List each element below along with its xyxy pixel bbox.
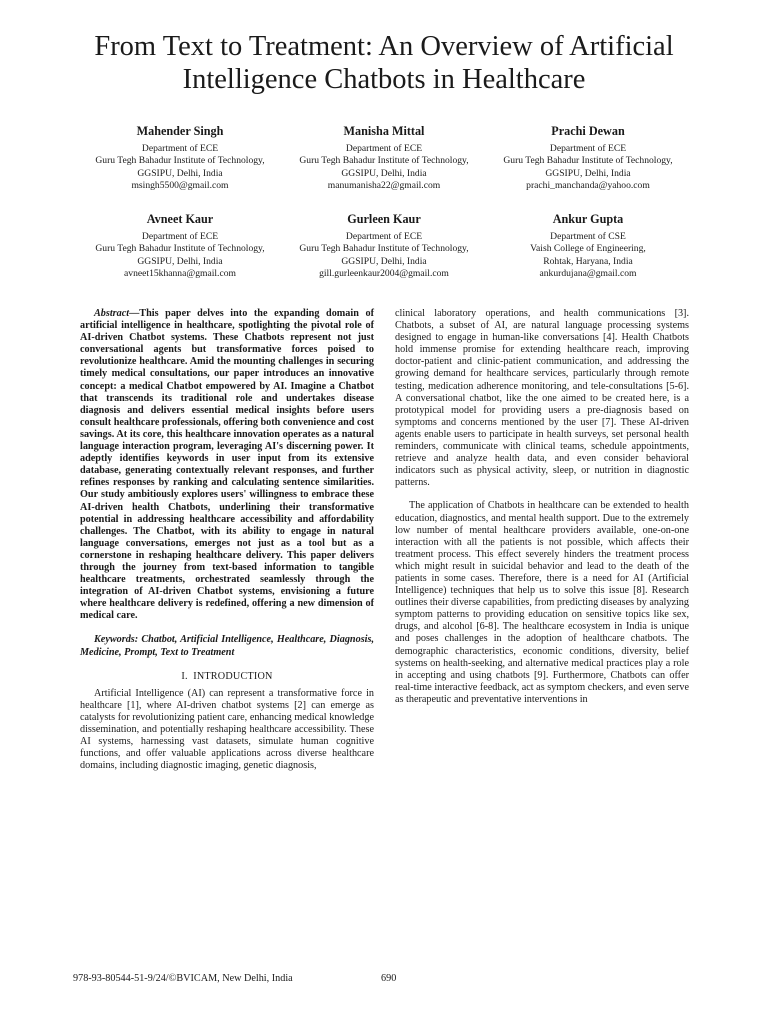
author-location: GGSIPU, Delhi, India <box>137 255 223 267</box>
author-block <box>488 124 688 192</box>
author-block <box>284 124 484 192</box>
author-location: GGSIPU, Delhi, India <box>545 167 631 179</box>
right-column <box>395 308 689 706</box>
author-institution: Guru Tegh Bahadur Institute of Technology, <box>503 155 673 167</box>
author-location: Rohtak, Haryana, India <box>543 255 633 267</box>
author-email: avneet15khanna@gmail.com <box>124 267 236 279</box>
author-institution: Guru Tegh Bahadur Institute of Technology, <box>299 243 469 255</box>
author-department: Department of ECE <box>345 231 423 242</box>
intro-paragraph-1: Artificial Intelligence (AI) can represent a transformative force in healthcare [1], where AI-driven chatbot systems [2] can emerge as catalysts for revolutionizing patient care, enhancing medical knowledge dissemination, and potentially reshaping healthcare accessibility. These AI systems, harnessing vast datasets, simulate human cognitive functions, and offer valuable applications across diverse healthcare domains, including diagnostic imaging, genetic diagnosis, <box>80 687 374 772</box>
footer-isbn: 978-93-80544-51-9/24/©BVICAM, New Delhi, India <box>73 973 293 984</box>
author-email: msingh5500@gmail.com <box>131 179 229 191</box>
author-email: prachi_manchanda@yahoo.com <box>526 179 650 191</box>
author-name: Prachi Dewan <box>551 124 625 138</box>
author-email: gill.gurleenkaur2004@gmail.com <box>319 267 449 279</box>
intro-paragraph-1-continued: clinical laboratory operations, and health communications [3]. Chatbots, a subset of AI, are natural language processing systems designed to engage in human-like conversations [4]. Health Chatbots hold immense promise for extending healthcare reach, improving doctor-patient and clinic-patient communication, and addressing the growing demand for healthcare services, particularly through remote testing, medication adherence monitoring, and tele-consultations [5-6]. A conversational chatbot, like the one aimed to be created here, is a prototypical model for providing users a pre-diagnosis based on symptoms and concerns mentioned by the user [7]. These AI-driven agents enable users to participate in health surveys, set personal health reminders, communicate with clinical teams, schedule appointments, retrieve and analyze health data, and even consider behavioral indicators such as physical activity, sleep, or nutrition in diagnostic patterns. <box>395 308 689 489</box>
author-location: GGSIPU, Delhi, India <box>137 167 223 179</box>
abstract <box>80 308 374 622</box>
author-location: GGSIPU, Delhi, India <box>341 167 427 179</box>
author-department: Department of ECE <box>345 143 423 154</box>
author-department: Department of CSE <box>550 231 626 242</box>
author-department: Department of ECE <box>141 143 219 154</box>
author-block <box>488 212 688 280</box>
author-row-2 <box>80 212 688 280</box>
author-name: Gurleen Kaur <box>347 212 421 226</box>
author-block <box>80 212 280 280</box>
author-institution: Guru Tegh Bahadur Institute of Technology, <box>95 243 265 255</box>
author-block <box>284 212 484 280</box>
author-name: Manisha Mittal <box>343 124 425 138</box>
author-block <box>80 124 280 192</box>
abstract-label: Abstract <box>94 308 130 319</box>
author-institution: Vaish College of Engineering, <box>530 243 646 255</box>
keywords: Keywords: Chatbot, Artificial Intelligence, Healthcare, Diagnosis, Medicine, Prompt, Text to Treatment <box>80 634 374 658</box>
left-column <box>80 308 374 772</box>
author-name: Avneet Kaur <box>146 212 214 226</box>
author-name: Ankur Gupta <box>552 212 624 226</box>
page-number: 690 <box>381 973 397 984</box>
abstract-text: —This paper delves into the expanding domain of artificial intelligence in healthcare, spotlighting the pivotal role of AI-driven Chatbot systems. These Chatbots represent not just conversational agents but transformative forces poised to revolutionize healthcare. Amid the mounting challenges in securing timely medical consultations, our paper introduces an innovative concept: a medical Chatbot empowered by AI. Imagine a Chatbot that transcends its traditional role and undertakes disease diagnosis and delivers essential medical insights before users consult healthcare professionals, offering both convenience and cost savings. At its core, this healthcare innovation operates as a natural language interaction program, leveraging AI's discerning power. It adeptly identifies keywords in user input from its extensive database, generating contextually relevant responses, and further refines responses by ranking and calculating sentence similarities. Our study ambitiously explores users' willingness to embrace these AI-driven health Chatbots, underlining their transformative potential in addressing healthcare accessibility and affordability challenges. The Chatbot, with its ability to engage in natural language conversations, emerges not just as a tool but as a cornerstone in reshaping healthcare delivery. This paper delivers through the journey from text-based information to tangible healthcare treatments, orchestrated seamlessly through the integration of AI-driven Chatbot systems, envisioning a future where healthcare delivery is redefined, offering a new dimension of medical care. <box>80 308 374 622</box>
author-location: GGSIPU, Delhi, India <box>341 255 427 267</box>
author-name: Mahender Singh <box>136 124 224 138</box>
author-email: manumanisha22@gmail.com <box>327 179 441 191</box>
author-department: Department of ECE <box>141 231 219 242</box>
author-institution: Guru Tegh Bahadur Institute of Technology, <box>299 155 469 167</box>
author-institution: Guru Tegh Bahadur Institute of Technology, <box>95 155 265 167</box>
author-row-1 <box>80 124 688 192</box>
intro-paragraph-2: The application of Chatbots in healthcare can be extended to health education, diagnostics, and mental health support. Due to the extremely low number of mental healthcare providers available, one-on-one interaction with all the patients is not possible, which affects their treatment process. This effect severely hinders the treatment process which might result in suicidal behavior and lead to the death of the patients in some cases. Therefore, there is a need for AI (Artificial Intelligence) techniques that help us to solve this issue [8]. Research outlines their diverse capabilities, from predicting diseases by analyzing symptom patterns to providing education on sensitive topics like sex, drugs, and alcohol [6-8]. The healthcare ecosystem in India is unique and poses challenges in the adoption of healthcare chatbots. The demographic characteristics, economic conditions, diversity, belief systems on health-seeking, and alternative medical practices play a role in accepting and using chatbots [9]. Furthermore, Chatbots can offer real-time interactive feedback, act as symptom checkers, and even serve as therapeutic and preventative interventions in <box>395 500 689 705</box>
author-email: ankurdujana@gmail.com <box>539 267 637 279</box>
section-heading-introduction: I. INTRODUCTION <box>181 670 273 682</box>
paper-title: From Text to Treatment: An Overview of Artificial Intelligence Chatbots in Healthcare <box>94 31 674 95</box>
author-department: Department of ECE <box>549 143 627 154</box>
